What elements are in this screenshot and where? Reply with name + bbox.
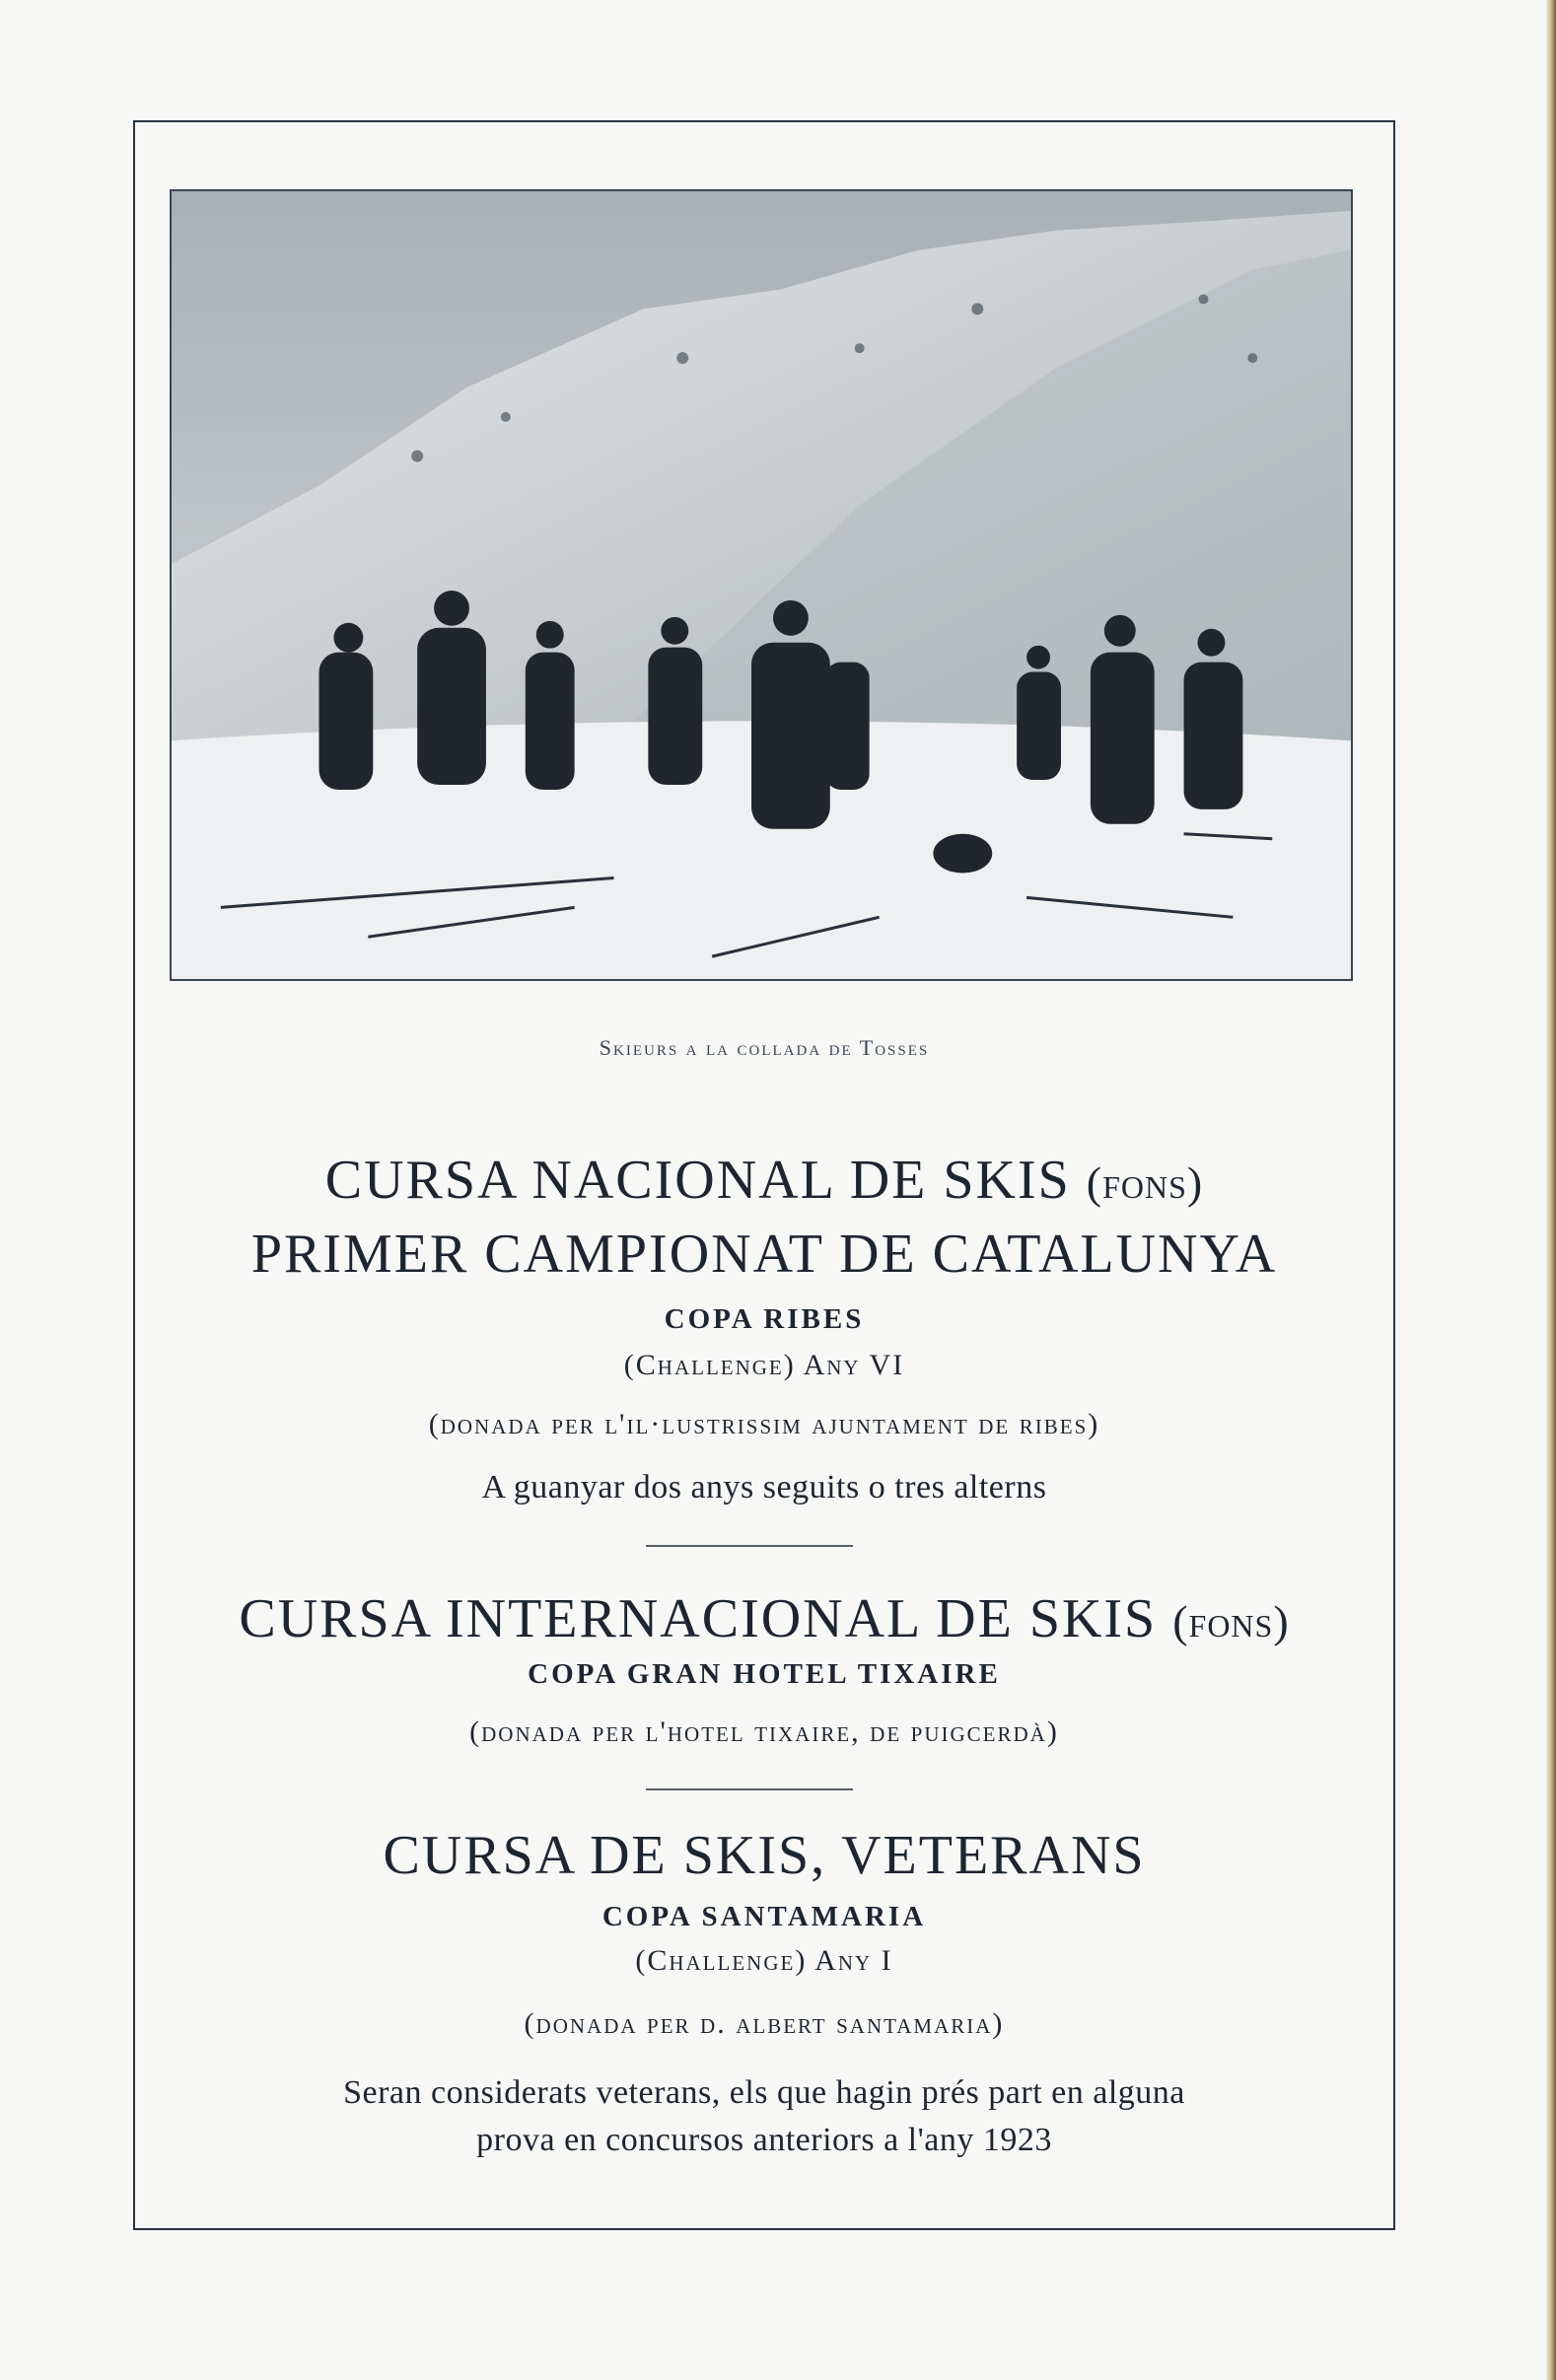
- section3-cup: COPA SANTAMARIA: [601, 1901, 927, 1932]
- section3-note-line2: prova en concursos anteriors a l'any 1923: [476, 2122, 1052, 2158]
- section2-title: [133, 1587, 1395, 1650]
- section1-title-paren: (fons): [1086, 1157, 1204, 1208]
- section1-title-main: CURSA NACIONAL DE SKIS: [324, 1150, 1071, 1211]
- book-spine-edge: [1546, 0, 1556, 2380]
- section2-donor: (donada per l'hotel tixaire, de puigcerdà): [469, 1715, 1059, 1748]
- section2-title-main: CURSA INTERNACIONAL DE SKIS: [239, 1588, 1158, 1649]
- section3-note-line1: Seran considerats veterans, els que hagin prés part en alguna: [343, 2074, 1185, 2111]
- divider: [646, 1788, 853, 1790]
- section3-challenge: (Challenge) Any I: [635, 1944, 893, 1977]
- section1-title: [133, 1149, 1395, 1212]
- section3-donor: (donada per d. albert santamaria): [524, 2007, 1005, 2040]
- section3-title: CURSA DE SKIS, VETERANS: [383, 1825, 1146, 1886]
- skiers-photo-image: [172, 191, 1351, 979]
- photo-skiers: [170, 189, 1353, 981]
- section1-subtitle: PRIMER CAMPIONAT DE CATALUNYA: [250, 1224, 1278, 1285]
- photo-caption: Skieurs a la collada de Tosses: [599, 1035, 930, 1060]
- section1-cup: COPA RIBES: [664, 1303, 865, 1335]
- section1-donor: (donada per l'il·lustrissim ajuntament de ribes): [428, 1408, 1100, 1440]
- section1-rule-text: A guanyar dos anys seguits o tres alterns: [481, 1469, 1047, 1505]
- section2-cup: COPA GRAN HOTEL TIXAIRE: [528, 1658, 1001, 1690]
- section2-title-paren: (fons): [1172, 1596, 1290, 1646]
- divider: [646, 1545, 853, 1547]
- section1-challenge: (Challenge) Any VI: [623, 1349, 905, 1381]
